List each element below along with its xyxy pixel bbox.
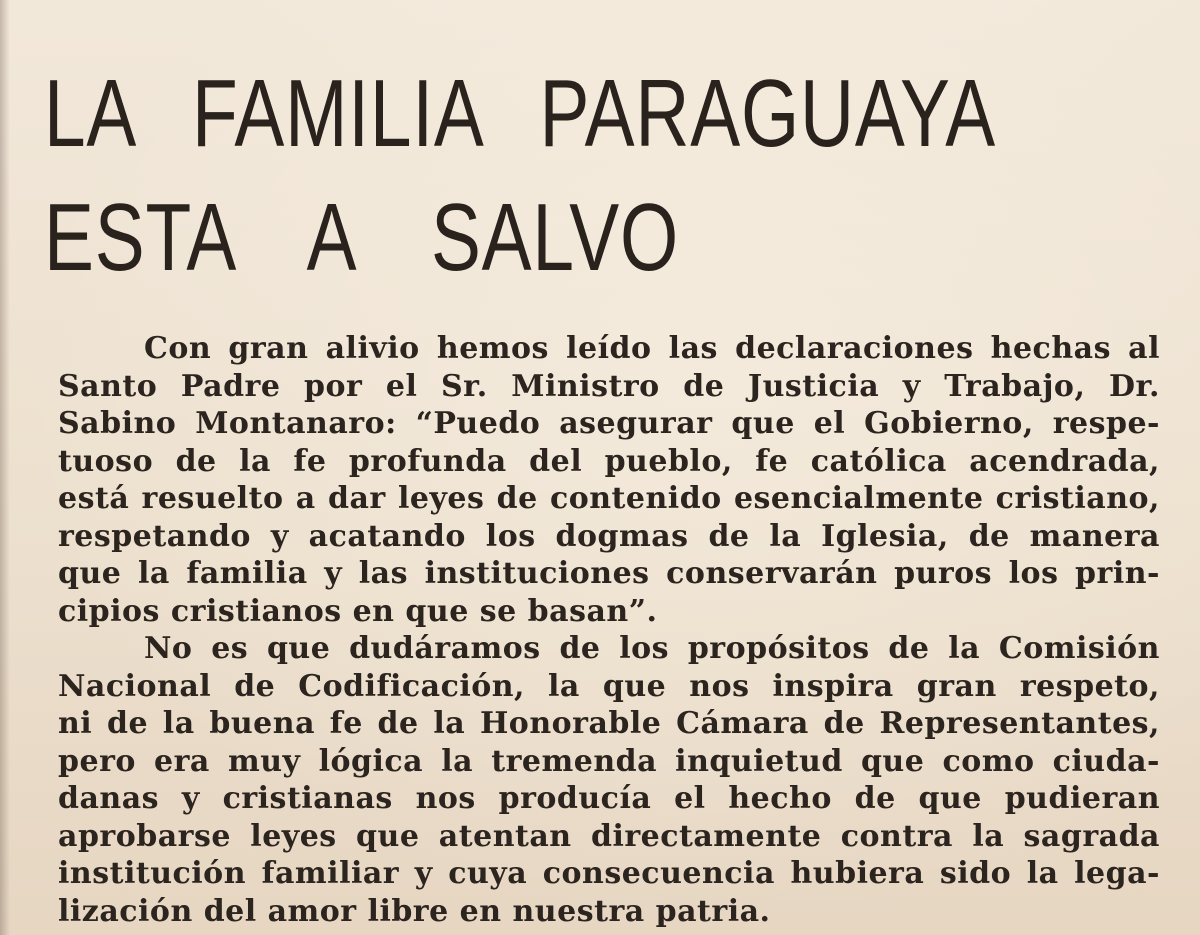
paragraph-2-line-8: lización del amor libre en nuestra patria. xyxy=(58,893,771,929)
paragraph-1-line-1: Con gran alivio hemos leído las declaraciones hechas al xyxy=(144,331,1160,366)
paragraph-1 xyxy=(58,330,1160,630)
paragraph-1-line-4: tuoso de la fe profunda del pueblo, fe católica acendrada, xyxy=(58,443,1160,479)
paragraph-2-line-4: pero era muy lógica la tremenda inquietud que como ciuda- xyxy=(58,743,1160,779)
paragraph-2-line-7: institución familiar y cuya consecuencia hubiera sido la lega- xyxy=(58,856,1160,891)
paragraph-1-line-8: cipios cristianos en que se basan”. xyxy=(58,593,658,629)
headline xyxy=(44,52,996,300)
paragraph-1-line-6: respetando y acatando los dogmas de la Iglesia, de manera xyxy=(58,518,1160,554)
paragraph-1-line-7: que la familia y las instituciones conservarán puros los prin- xyxy=(58,556,1160,591)
paragraph-1-line-5: está resuelto a dar leyes de contenido esencialmente cristiano, xyxy=(58,481,1160,516)
paragraph-1-line-3: Sabino Montanaro: “Puedo asegurar que el Gobierno, respe- xyxy=(58,406,1160,441)
headline-line-2: ESTA A SALVO xyxy=(44,184,680,291)
paragraph-2-line-2: Nacional de Codificación, la que nos inspira gran respeto, xyxy=(58,668,1160,704)
headline-line-1: LA FAMILIA PARAGUAYA xyxy=(44,60,996,167)
paragraph-1-line-2: Santo Padre por el Sr. Ministro de Justicia y Trabajo, Dr. xyxy=(58,368,1160,404)
paragraph-2-line-1: No es que dudáramos de los propósitos de la Comisión xyxy=(144,631,1160,666)
paragraph-2 xyxy=(58,630,1160,930)
paragraph-2-line-3: ni de la buena fe de la Honorable Cámara de Representantes, xyxy=(58,706,1160,741)
paragraph-2-line-5: danas y cristianas nos producía el hecho de que pudieran xyxy=(58,781,1160,816)
article-body xyxy=(58,330,1160,930)
page-edge-shadow xyxy=(0,0,10,935)
paragraph-2-line-6: aprobarse leyes que atentan directamente contra la sagrada xyxy=(58,818,1160,854)
